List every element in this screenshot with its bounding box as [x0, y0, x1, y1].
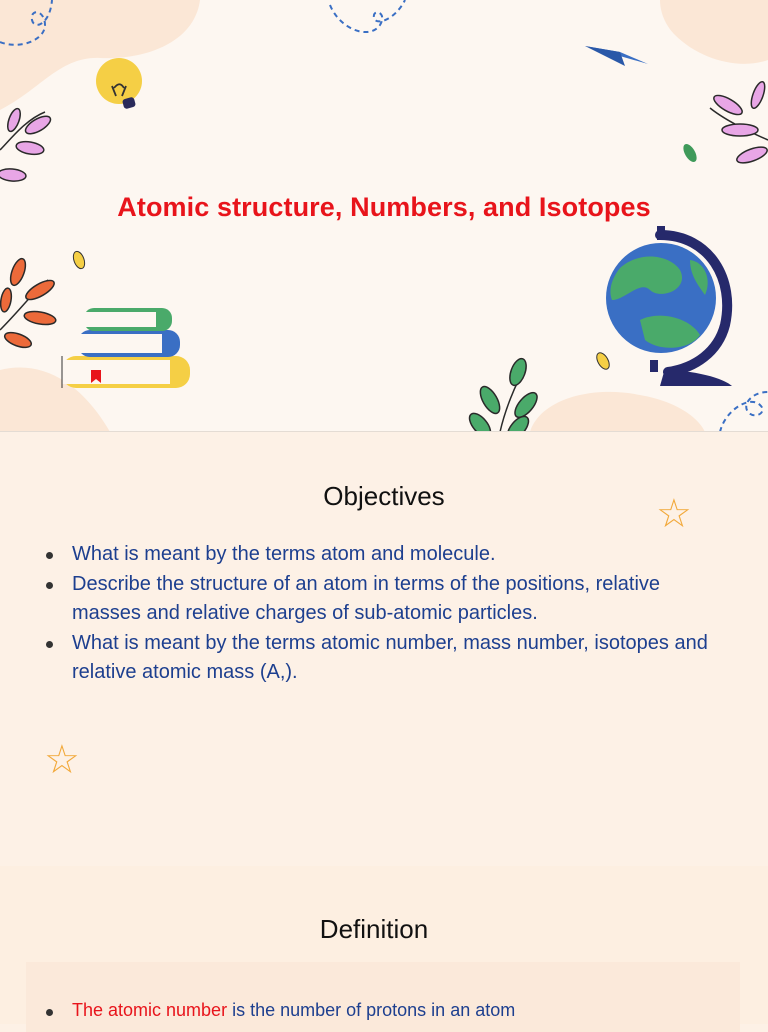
highlight-term: The atomic number	[72, 1000, 228, 1020]
definition-text: is the number of protons in an atom	[227, 1000, 516, 1020]
globe-icon	[606, 226, 732, 386]
list-item: Describe the structure of an atom in terms of the positions, relative masses and relative charges of sub-atomic particles.	[46, 570, 726, 629]
blob-top-right	[660, 0, 768, 64]
leaf-icon	[71, 250, 87, 270]
leaf-icon	[466, 356, 541, 432]
paper-plane-icon	[585, 46, 648, 66]
list-item: What is meant by the terms atom and molecule.	[46, 540, 726, 570]
definition-slide	[0, 866, 768, 1024]
definition-heading: Definition	[319, 914, 429, 944]
lightbulb-icon	[96, 58, 142, 109]
leaf-icon	[594, 351, 612, 372]
title-slide	[0, 0, 768, 432]
dashed-swirl-icon	[720, 392, 768, 432]
objectives-heading: Objectives	[323, 481, 445, 511]
blob-bottom-right	[530, 392, 705, 432]
star-icon: ☆	[656, 492, 692, 536]
objectives-list	[46, 540, 726, 688]
star-icon: ☆	[44, 738, 80, 782]
books-icon	[62, 308, 190, 388]
leaf-icon	[681, 142, 700, 164]
definition-panel	[26, 962, 740, 1032]
leaf-icon	[0, 107, 53, 182]
leaf-icon	[710, 80, 768, 166]
slide-title: Atomic structure, Numbers, and Isotopes	[117, 192, 651, 222]
definition-line	[46, 1000, 515, 1021]
list-item: What is meant by the terms atomic number, mass number, isotopes and relative atomic mass (A,).	[46, 629, 726, 688]
dashed-swirl-icon	[330, 0, 405, 32]
leaf-icon	[0, 257, 57, 351]
objectives-slide	[0, 432, 768, 866]
